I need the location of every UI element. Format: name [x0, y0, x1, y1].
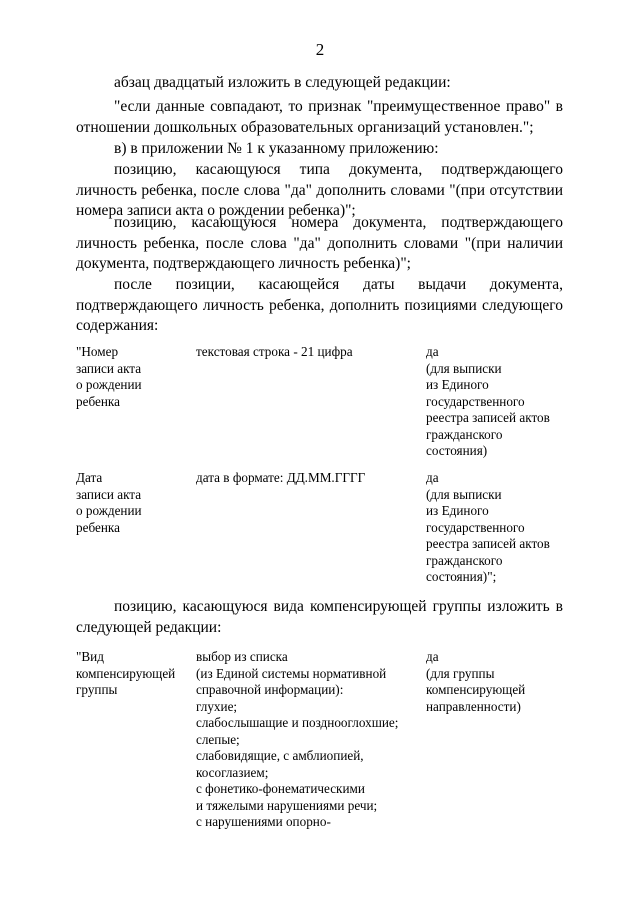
paragraph-3: в) в приложении № 1 к указанному приложению: [114, 140, 439, 157]
table-cell-format: текстовая строка - 21 цифра [196, 344, 353, 359]
table-cell-required: да (для группы компенсирующей направленности) [426, 649, 526, 714]
table-cell-format: дата в формате: ДД.ММ.ГГГГ [196, 470, 366, 485]
table-cell-name: Дата записи акта о рождении ребенка [76, 470, 142, 535]
table-cell-required: да (для выписки из Единого государственного реестра записей актов гражданского состояния) [426, 344, 550, 458]
paragraph-6: после позиции, касающейся даты выдачи документа, подтверждающего личность ребенка, дополнить позициями следующего содержания: [76, 276, 563, 335]
paragraph-1: абзац двадцатый изложить в следующей редакции: [114, 74, 451, 91]
table-cell-name: "Вид компенсирующей группы [76, 649, 176, 697]
table-cell-name: "Номер записи акта о рождении ребенка [76, 344, 142, 409]
paragraph-5: позицию, касающуюся номера документа, подтверждающего личность ребенка, после слова "да" дополнить словами "(при наличии документа, подтверждающего личность ребенка)"; [76, 214, 563, 273]
table-cell-required: да (для выписки из Единого государственного реестра записей актов гражданского состояния)"; [426, 470, 550, 584]
paragraph-7: позицию, касающуюся вида компенсирующей группы изложить в следующей редакции: [76, 598, 563, 636]
table-cell-format: выбор из списка (из Единой системы нормативной справочной информации): глухие; слабослышащие и позднооглохшие; слепые; слабовидящие, с амблиопией, косоглазием; с фонетико-фонематическими и тяжелыми нарушениями речи; с нарушениями опорно- [196, 649, 399, 829]
paragraph-2: "если данные совпадают, то признак "преимущественное право" в отношении дошкольных образовательных организаций установлен."; [76, 98, 563, 136]
paragraph-4: позицию, касающуюся типа документа, подтверждающего личность ребенка, после слова "да" дополнить словами "(при отсутствии номера записи акта о рождении ребенка)"; [76, 161, 563, 220]
page-number: 2 [315, 40, 325, 59]
